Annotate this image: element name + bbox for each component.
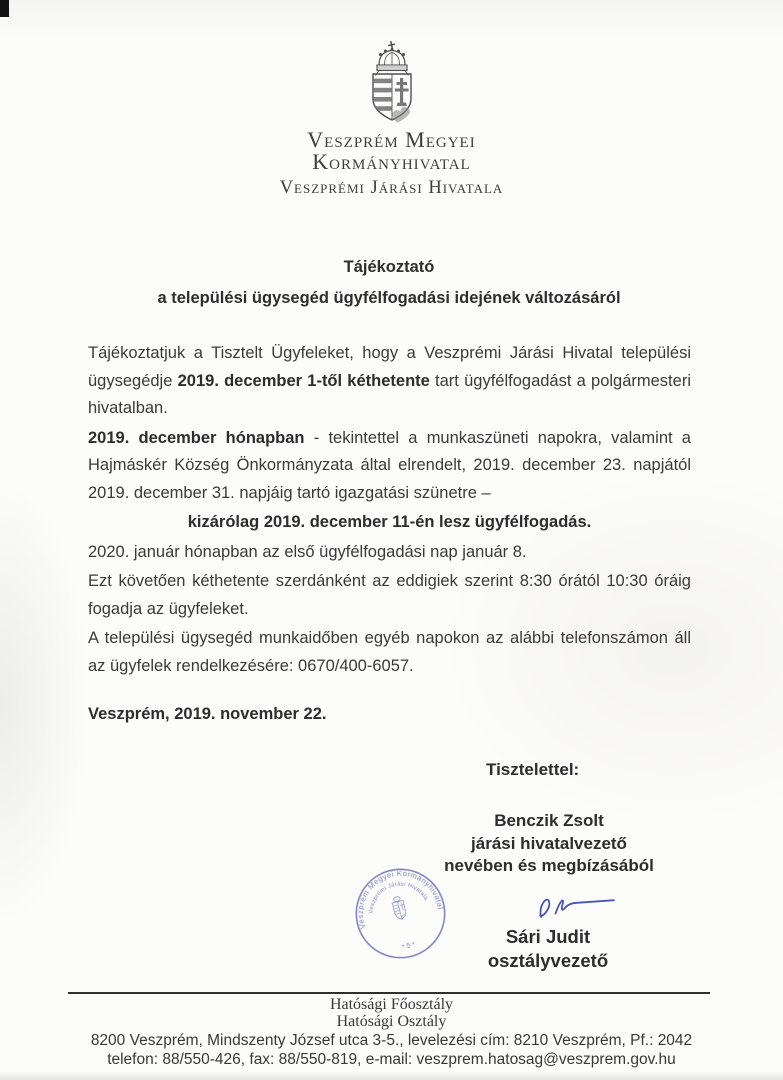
body-paragraph-5: Ezt követően kéthetente szerdánként az eddigiek szerint 8:30 órától 10:30 óráig fogadja az ügyfeleket. (88, 572, 691, 618)
scan-artifact-corner (0, 0, 9, 17)
letter-body (88, 340, 691, 682)
letterhead (0, 40, 783, 198)
body-paragraph-6: A települési ügysegéd munkaidőben egyéb napokon az alábbi telefonszámon áll az ügyfelek rendelkezésére: 0670/400-6057. (88, 629, 691, 675)
title-block (0, 252, 778, 314)
org-name-line1: Veszprém Megyei (307, 127, 476, 152)
svg-text:Veszprém Megyei Kormányhivatal (346, 859, 445, 930)
highlight-line: kizárólag 2019. december 11-én lesz ügyfélfogadás. (187, 513, 592, 531)
signer-name: Sári Judit (505, 926, 591, 947)
signer-title: osztályvezető (487, 949, 609, 971)
doc-subtitle: a települési ügysegéd ügyfélfogadási idejének változásáról (157, 289, 621, 307)
scan-artifact-bottom (0, 1071, 783, 1080)
body-paragraph-1: Tájékoztatjuk a Tisztelt Ügyfeleket, hogy a Veszprémi Járási Hivatal települési ügysegédje 2019. december 1-től kéthetente tart ügyfélfogadást a polgármesteri hivatalban. (88, 344, 691, 417)
body-paragraph-4: 2020. január hónapban az első ügyfélfogadási nap január 8. (88, 542, 527, 561)
footer-address: 8200 Veszprém, Mindszenty József utca 3-5., levelezési cím: 8210 Veszprém, Pf.: 2042 (90, 1031, 693, 1049)
authority-block (418, 810, 680, 878)
date-line: Veszprém, 2019. november 22. (88, 705, 327, 723)
footer-divider (68, 992, 710, 994)
closing-salutation: Tisztelettel: (486, 760, 580, 779)
signer-block (448, 925, 648, 972)
org-name-line2: Kormányhivatal (312, 149, 471, 174)
stamp-inner-text: Veszprémi Járási Hivatala (368, 881, 429, 914)
hungary-coat-of-arms-icon (364, 40, 420, 124)
footer-dept-1: Hatósági Főosztály (329, 996, 454, 1013)
footer-dept-2: Hatósági Osztály (336, 1013, 447, 1030)
footer-contacts: telefon: 88/550-426, fax: 88/550-819, e-mail: veszprem.hatosag@veszprem.gov.hu (107, 1050, 676, 1068)
stamp-outer-text: Veszprém Megyei Kormányhivatal (355, 868, 445, 931)
office-name: Veszprémi Járási Hivatala (279, 178, 504, 198)
footer (0, 996, 783, 1068)
doc-title: Tájékoztató (343, 258, 435, 276)
authority-name: Benczik Zsolt (494, 811, 604, 830)
authority-title: járási hivatalvezető (471, 833, 627, 853)
body-paragraph-2: 2019. december hónapban - tekintettel a munkaszüneti napokra, valamint a Hajmáskér Község Önkormányzata által elrendelt, 2019. december 23. napjától 2019. december 31. napjáig tartó igazgatási szünetre – (88, 428, 691, 502)
handwritten-signature-icon (528, 892, 620, 924)
stamp-number: * 5 * (401, 941, 416, 952)
authority-note: nevében és megbízásából (444, 856, 654, 875)
